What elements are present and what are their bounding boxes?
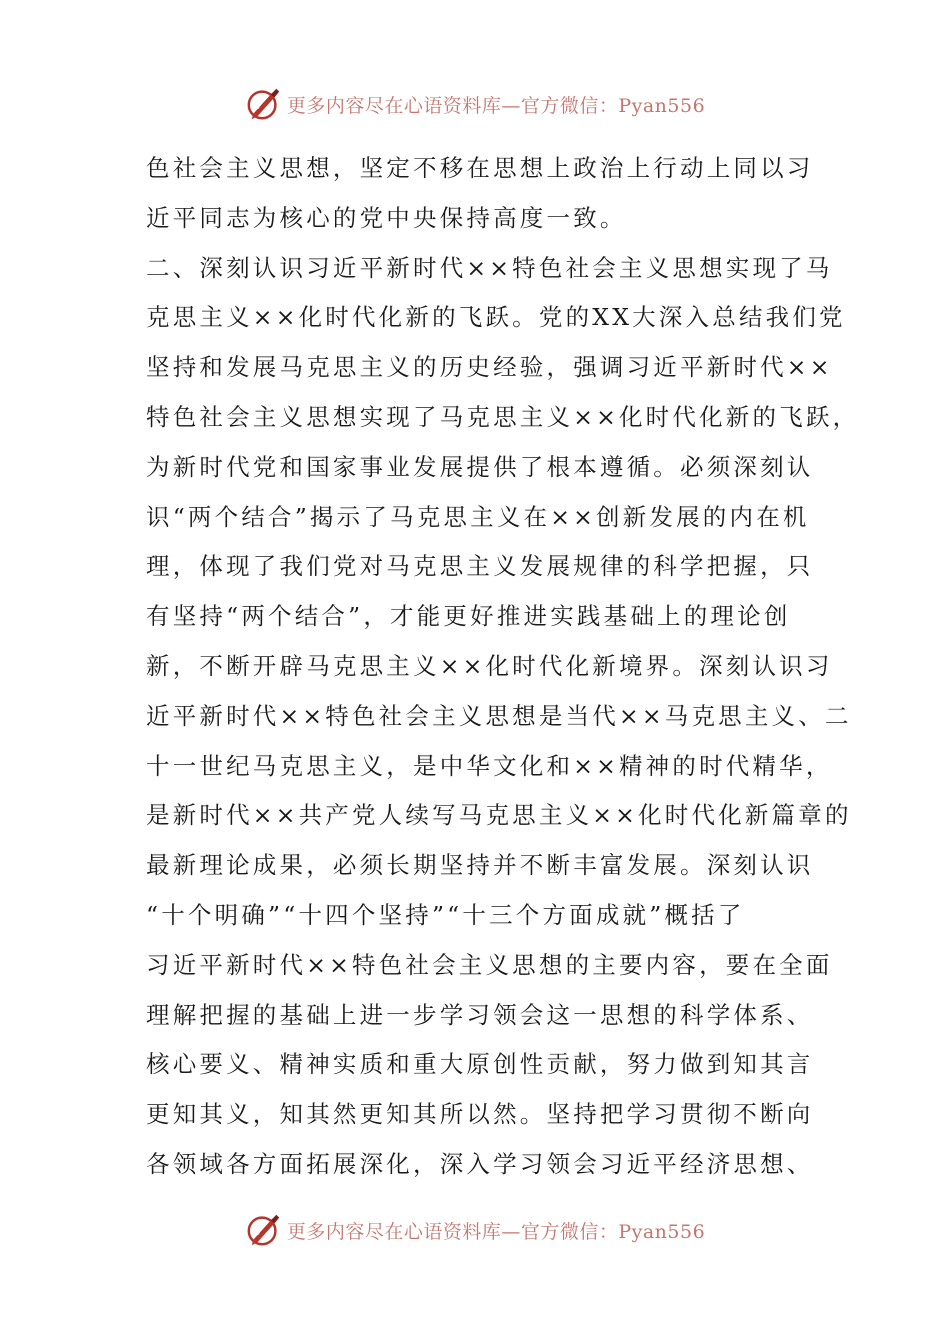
header-watermark-banner [0, 82, 950, 126]
text-line: 习近平新时代××特色社会主义思想的主要内容，要在全面 [146, 950, 833, 979]
text-line: 坚持和发展马克思主义的历史经验，强调习近平新时代×× [146, 353, 833, 382]
text-line: 更知其义，知其然更知其所以然。坚持把学习贯彻不断向 [146, 1100, 814, 1129]
text-line: 近平同志为核心的党中央保持高度一致。 [146, 203, 627, 232]
text-line: 近平新时代××特色社会主义思想是当代××马克思主义、二 [146, 701, 852, 730]
document-body [146, 144, 860, 1190]
text-line: 理解把握的基础上进一步学习领会这一思想的科学体系、 [146, 1000, 814, 1029]
text-line: 理，体现了我们党对马克思主义发展规律的科学把握，只 [146, 552, 814, 581]
text-line: 特色社会主义思想实现了马克思主义××化时代化新的飞跃， [146, 402, 860, 431]
text-line: 核心要义、精神实质和重大原创性贡献，努力做到知其言 [146, 1050, 814, 1079]
text-line: 十一世纪马克思主义，是中华文化和××精神的时代精华， [146, 751, 833, 780]
text-line: 最新理论成果，必须长期坚持并不断丰富发展。深刻认识 [146, 851, 814, 880]
text-line: 克思主义××化时代化新的飞跃。党的XX大深入总结我们党 [146, 303, 846, 332]
footer-watermark-banner [0, 1208, 950, 1252]
text-line: 为新时代党和国家事业发展提供了根本遵循。必须深刻认 [146, 452, 814, 481]
watermark-text: 更多内容尽在心语资料库—官方微信：Pyan556 [286, 1220, 706, 1243]
text-line: 识“两个结合”揭示了马克思主义在××创新发展的内在机 [146, 502, 810, 531]
pen-logo-icon [245, 85, 283, 123]
text-line: 各领域各方面拓展深化，深入学习领会习近平经济思想、 [146, 1149, 814, 1178]
watermark-text: 更多内容尽在心语资料库—官方微信：Pyan556 [286, 94, 706, 117]
pen-logo-icon [245, 1211, 283, 1249]
text-line: “十个明确”“十四个坚持”“十三个方面成就”概括了 [146, 900, 745, 929]
text-line: 色社会主义思想，坚定不移在思想上政治上行动上同以习 [146, 154, 814, 182]
section-heading-line: 二、深刻认识习近平新时代××特色社会主义思想实现了马 [146, 253, 833, 282]
text-line: 新，不断开辟马克思主义××化时代化新境界。深刻认识习 [146, 651, 833, 680]
text-line: 是新时代××共产党人续写马克思主义××化时代化新篇章的 [146, 801, 852, 830]
text-line: 有坚持“两个结合”，才能更好推进实践基础上的理论创 [146, 602, 791, 631]
